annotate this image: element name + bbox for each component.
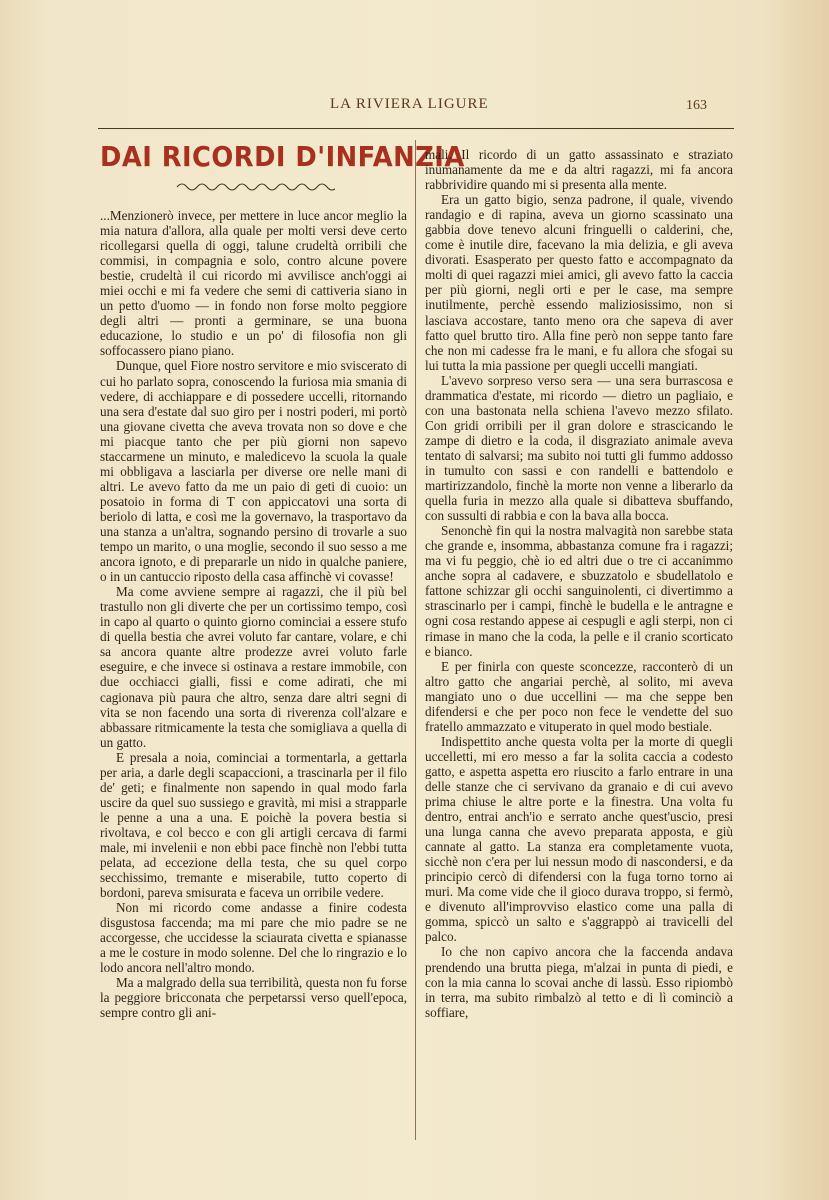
paragraph: Senonchè fin qui la nostra malvagità non sarebbe stata che grande e, insomma, abbastanza comune fra i ragazzi; ma vi fu peggio, chè io ed altri due o tre ci accanimmo anche sopra al cadavere, e sbuzzatolo e sbudellatolo e fattone schizzar gli occhi sanguinolenti, ci divertimmo a strascinarlo per i campi, finchè le budella e le antragne e ogni cosa restando appese ai cespugli e agli sterpi, non ci rimase in mano che la coda, la pelle e il cranio scorticato e bianco.	[425, 523, 733, 659]
paragraph: Indispettito anche questa volta per la morte di quegli uccelletti, mi ero messo a far la solita caccia a codesto gatto, e aspetta aspetta ero riuscito a farlo entrare in una delle stanze che ci servivano da granaio e di cui avevo prima chiuse le altre porte e la finestra. Una volta fu dentro, entrai anch'io e serrato anche quest'uscio, presi una lunga canna che avevo preparata apposta, e giù cannate al gatto. La stanza era completamente vuota, sicchè non c'era per lui nessun modo di nascondersi, e da principio cercò di difendersi con la fuga torno torno ai muri. Ma come vide che il gioco durava troppo, si fermò, e divenuto all'improvviso elastico come una palla di gomma, spiccò un salto e s'aggrappò ai travicelli del palco.	[425, 733, 733, 945]
paragraph: Non mi ricordo come andasse a finire codesta disgustosa faccenda; ma mi pare che mio padre se ne accorgesse, che uccidesse la sciaurata civetta e spianasse a me le costure in modo solenne. Del che lo ringrazio e lo lodo ancora nell'altro mondo.	[100, 900, 407, 976]
paragraph: Io che non capivo ancora che la faccenda andava prendendo una brutta piega, m'alzai in punta di piedi, e con la mia canna lo scovai anche di lassù. Esso ripiombò in terra, ma subito rimbalzò al tetto e di lì cominciò a soffiare,	[425, 944, 733, 1020]
paragraph: L'avevo sorpreso verso sera — una sera burrascosa e drammatica d'estate, mi ricordo — dietro un pagliaio, e con una bastonata nella schiena l'avevo mezzo sfilato. Con gridi orribili per il gran dolore e strascicando le zampe di dietro e la coda, il disgraziato animale aveva tentato di salvarsi; ma subito noi tutti gli fummo addosso in tumulto con sassi e con randelli e battendolo e martirizzandolo, finchè la morte non venne a liberarlo da quella furia in mezzo alla quale si dibatteva sbuffando, con sussulti di rabbia e con la bava alla bocca.	[425, 372, 733, 524]
page-number: 163	[686, 98, 707, 113]
paragraph: E presala a noia, cominciai a tormentarla, a gettarla per aria, a darle degli scapaccioni, a trascinarla per il filo de' geti; e finalmente non sapendo in qual modo farla uscire da quel suo sussiego e gravità, mi misi a strapparle le penne a una a una. E poichè la povera bestia si rivoltava, e col becco e con gli artigli cercava di farmi male, mi invelenii e non ebbi pace finchè non l'ebbi tutta pelata, ad eccezione della testa, che su quel corpo secchissimo, tremante e miserabile, tutto coperto di bordoni, pareva smisurata e faceva un orribile vedere.	[100, 749, 407, 901]
running-head	[0, 96, 829, 118]
right-column	[425, 147, 733, 1020]
journal-title: LA RIVIERA LIGURE	[330, 96, 489, 112]
header-rule	[98, 128, 734, 129]
article-title: DAI RICORDI D'INFANZIA	[100, 140, 465, 173]
paragraph: Ma a malgrado della sua terribilità, questa non fu forse la peggiore bricconata che perpetarssi verso quell'epoca, sempre contro gli ani-	[100, 975, 407, 1021]
title-ornament-flourish	[175, 181, 335, 191]
left-column	[100, 208, 407, 1021]
column-divider	[415, 140, 416, 1140]
paragraph: E per finirla con queste sconcezze, racconterò di un altro gatto che angariai perchè, al solito, mi aveva mangiato uno o due uccellini — ma che seppe ben difendersi e che per poco non fece le vendette del suo fratello ammazzato e vituperato in quel modo bestiale.	[425, 658, 733, 734]
paragraph: mali. Il ricordo di un gatto assassinato e straziato inumanamente da me e da altri ragazzi, mi fa ancora rabbrividire quando mi si presenta alla mente.	[425, 147, 733, 193]
paragraph: Dunque, quel Fiore nostro servitore e mio sviscerato di cui ho parlato sopra, conoscendo la furiosa mia smania di vedere, di acchiappare e di possedere uccelli, ritornando una sera d'estate dal suo giro per i nostri poderi, mi portò una giovane civetta che aveva trovata non so dove e che mi piacque tanto che per più giorni non sapevo staccarmene un minuto, e maledicevo la scuola la quale mi obbligava a lasciarla per diverse ore nelle mani di altri. Le avevo fatto da me un paio di geti di cuoio: un posatoio in forma di T con appiccatovi una sorta di beriolo di latta, e così me la governavo, la trasportavo da una stanza a un'altra, sognando persino di trovarle a suo tempo un marito, o una moglie, secondo il suo sesso a me ancora ignoto, e di prepararle un nido in qualche paniere, o in un cantuccio riposto della casa affinchè vi covasse!	[100, 358, 407, 585]
paragraph: Era un gatto bigio, senza padrone, il quale, vivendo randagio e di rapina, aveva un giorno scassinato una gabbia dove tenevo alcuni fringuelli o calderini, che, come è inutile dire, facevano la mia delizia, e gli aveva divorati. Esasperato per questo fatto e accompagnato da molti di quei ragazzi miei amici, gli avevo fatto la caccia per più giorni, negli orti e per le case, ma sempre inutilmente, perchè essendo maliziosissimo, non si lasciava accostare, tanto meno ora che sapeva di aver fatto quel brutto tiro. Alla fine però non seppe tanto fare che non mi cadesse fra le mani, e fu allora che sfogai su lui tutta la mia passione per quegli uccelli mangiati.	[425, 192, 733, 373]
paragraph: ...Menzionerò invece, per mettere in luce ancor meglio la mia natura d'allora, alla quale per molti versi deve certo ricollegarsi quella di oggi, talune crudeltà orribili che commisi, in compagnia e solo, contro alcune povere bestie, crudeltà il cui ricordo mi avvilisce anch'oggi ai miei occhi e mi fa vedere che semi di cattiveria siano in un petto d'uomo — in fondo non forse molto peggiore degli altri — pronti a germinare, se una buona educazione, lo studio e un po' di filosofia non gli soffocassero piano piano.	[100, 208, 407, 359]
paragraph: Ma come avviene sempre ai ragazzi, che il più bel trastullo non gli diverte che per un cortissimo tempo, così in capo al quarto o quinto giorno cominciai a essere stufo di quella bestia che avrei voluto far cantare, volare, e chi sa ancora quante altre prodezze avrei voluto farle eseguire, e che invece si ostinava a restare immobile, con due occhiacci gialli, fissi e come adirati, che mi cagionava più paura che altro, senza dare altri segni di vita se non facendo una sorta di riverenza coll'alzare e abbassare ritmicamente la testa che somigliava a quella di un gatto.	[100, 584, 407, 750]
